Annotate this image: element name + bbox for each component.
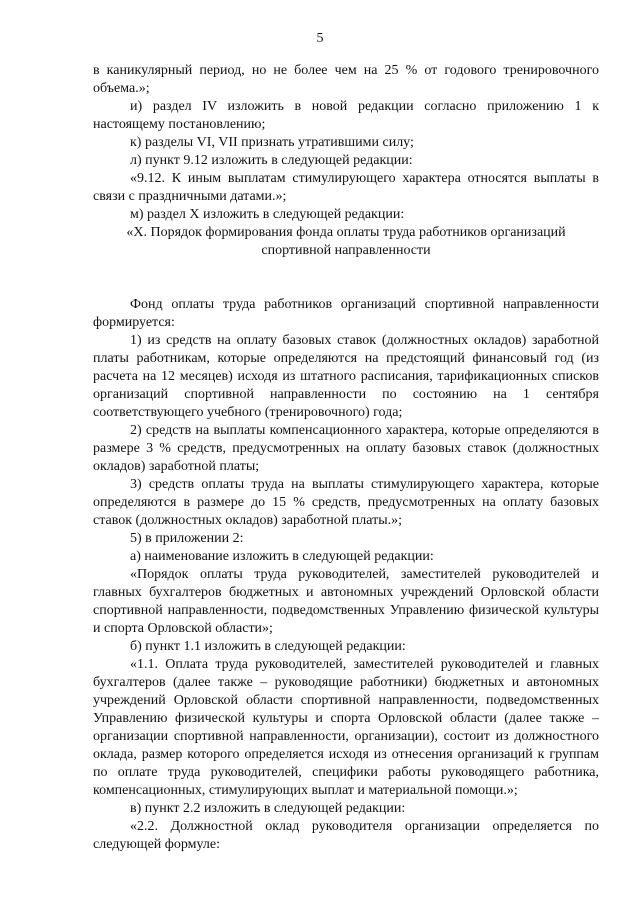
- paragraph: «9.12. К иным выплатам стимулирующего характера относятся выплаты в связи с праздничными датами.»;: [93, 171, 599, 204]
- paragraph: в каникулярный период, но не более чем на 25 % от годового тренировочного объема.»;: [93, 63, 599, 96]
- paragraph: м) раздел X изложить в следующей редакции:: [130, 207, 405, 222]
- paragraph: в) пункт 2.2 изложить в следующей редакции:: [130, 801, 406, 816]
- paragraph: 3) средств оплаты труда на выплаты стимулирующего характера, которые определяются в размере до 15 % средств, предусмотренных на оплату базовых ставок (должностных окладов) заработной платы.»;: [93, 477, 599, 528]
- paragraph: и) раздел IV изложить в новой редакции согласно приложению 1 к настоящему постановлению;: [93, 99, 599, 132]
- paragraph: «Порядок оплаты труда руководителей, заместителей руководителей и главных бухгалтеров бюджетных и автономных учреждений Орловской области спортивной направленности, подведомственных Управлению физической культуры и спорта Орловской области»;: [93, 567, 599, 636]
- paragraph: «1.1. Оплата труда руководителей, заместителей руководителей и главных бухгалтеров (далее также – руководящие работники) бюджетных и автономных учреждений Орловской области спортивной направленности, подведомственных Управлению физической культуры и спорта Орловской области (далее также – организации спортивной направленности, организации), состоит из должностного оклада, размер которого определяется исходя из отнесения организаций к группам по оплате труда руководителей, специфики работы руководящего работника, компенсационных, стимулирующих выплат и материальной помощи.»;: [93, 657, 599, 798]
- document-body: [93, 62, 599, 854]
- paragraph: 2) средств на выплаты компенсационного характера, которые определяются в размере 3 % средств, предусмотренных на оплату базовых ставок (должностных окладов) заработной платы;: [93, 423, 599, 474]
- paragraph: 5) в приложении 2:: [130, 531, 244, 546]
- paragraph: 1) из средств на оплату базовых ставок (должностных окладов) заработной платы работникам, которые определяются на предстоящий финансовый год (из расчета на 12 месяцев) исходя из штатного расписания, тарификационных списков организаций спортивной направленности по состоянию на 1 сентября соответствующего учебного (тренировочного) года;: [93, 333, 599, 420]
- paragraph: Фонд оплаты труда работников организаций спортивной направленности формируется:: [93, 297, 599, 330]
- page-number: 5: [316, 31, 324, 46]
- paragraph: л) пункт 9.12 изложить в следующей редакции:: [130, 153, 413, 168]
- paragraph: «2.2. Должностной оклад руководителя организации определяется по следующей формуле:: [93, 819, 599, 852]
- section-heading: «X. Порядок формирования фонда оплаты труда работников организаций спортивной направленности: [126, 225, 566, 258]
- paragraph: а) наименование изложить в следующей редакции:: [130, 549, 434, 564]
- paragraph: б) пункт 1.1 изложить в следующей редакции:: [130, 639, 406, 654]
- paragraph: к) разделы VI, VII признать утратившими силу;: [130, 135, 414, 150]
